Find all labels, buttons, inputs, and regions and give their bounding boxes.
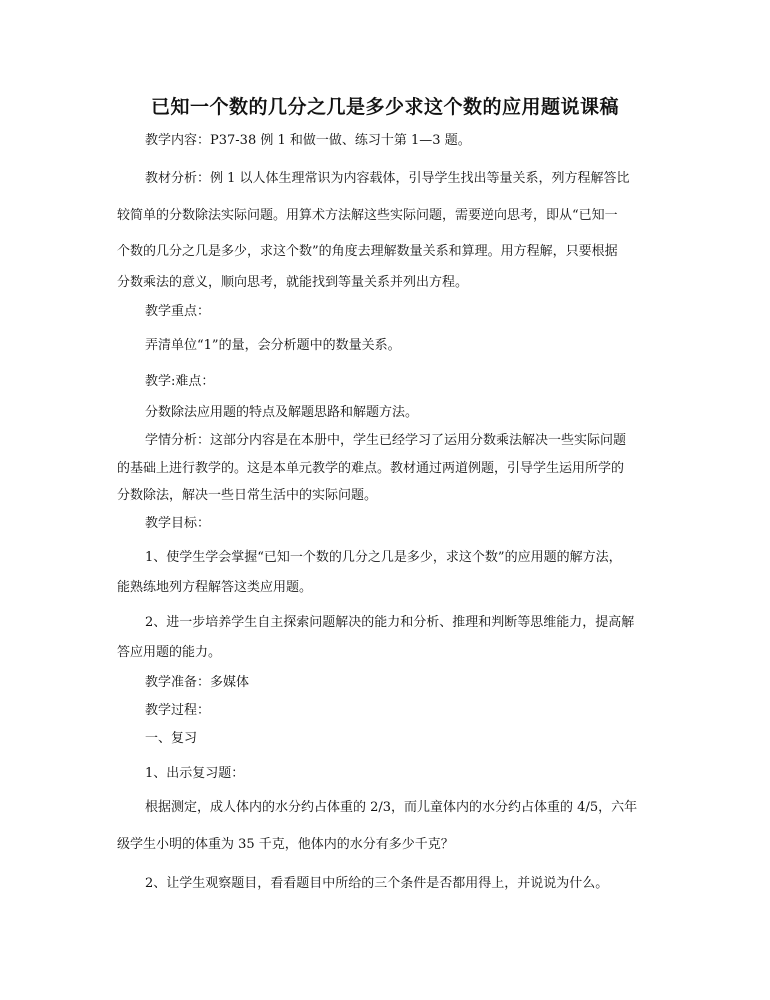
review-question: 根据测定，成人体内的水分约占体重的 2/3，而儿童体内的水分约占体重的 4/5，六年 <box>145 800 638 815</box>
objective-line: 1、使学生学会掌握“已知一个数的几分之几是多少，求这个数”的应用题的解方法， <box>145 550 622 565</box>
review-question: 级学生小明的体重为 35 千克，他体内的水分有多少千克？ <box>117 837 454 852</box>
paragraph-line: 分数乘法的意义，顺向思考，就能找到等量关系并列出方程。 <box>117 275 469 290</box>
paragraph-line: 弄清单位“1”的量，会分析题中的数量关系。 <box>145 338 401 353</box>
objective-line: 答应用题的能力。 <box>117 645 222 660</box>
paragraph-line: 的基础上进行教学的。这是本单元教学的难点。教材通过两道例题，引导学生运用所学的 <box>117 461 625 476</box>
paragraph-line: 分数除法，解决一些日常生活中的实际问题。 <box>117 488 378 503</box>
paragraph-line: 分数除法应用题的特点及解题思路和解题方法。 <box>145 405 419 420</box>
review-item: 1、出示复习题： <box>145 766 245 781</box>
section-heading: 教学准备：多媒体 <box>145 675 250 690</box>
paragraph-line: 个数的几分之几是多少，求这个数”的角度去理解数量关系和算理。用方程解，只要根据 <box>117 244 618 259</box>
paragraph-line: 教材分析：例 1 以人体生理常识为内容载体，引导学生找出等量关系，列方程解答比 <box>145 171 630 186</box>
section-heading: 教学:难点： <box>145 374 215 389</box>
section-heading: 教学重点： <box>145 304 211 319</box>
section-heading: 教学过程： <box>145 703 211 718</box>
review-item: 2、让学生观察题目，看看题目中所给的三个条件是否都用得上，并说说为什么。 <box>145 876 609 891</box>
section-heading: 一、复习 <box>145 731 198 746</box>
document-title: 已知一个数的几分之几是多少求这个数的应用题说课稿 <box>150 96 619 118</box>
section-heading: 教学目标： <box>145 516 211 531</box>
objective-line: 能熟练地列方程解答这类应用题。 <box>117 580 313 595</box>
teaching-content: 教学内容：P37-38 例 1 和做一做、练习十第 1—3 题。 <box>145 133 471 148</box>
paragraph-line: 较简单的分数除法实际问题。用算术方法解这些实际问题，需要逆向思考，即从“已知一 <box>117 208 618 223</box>
objective-line: 2、进一步培养学生自主探索问题解决的能力和分析、推理和判断等思维能力，提高解 <box>145 615 635 630</box>
paragraph-line: 学情分析：这部分内容是在本册中，学生已经学习了运用分数乘法解决一些实际问题 <box>145 433 627 448</box>
